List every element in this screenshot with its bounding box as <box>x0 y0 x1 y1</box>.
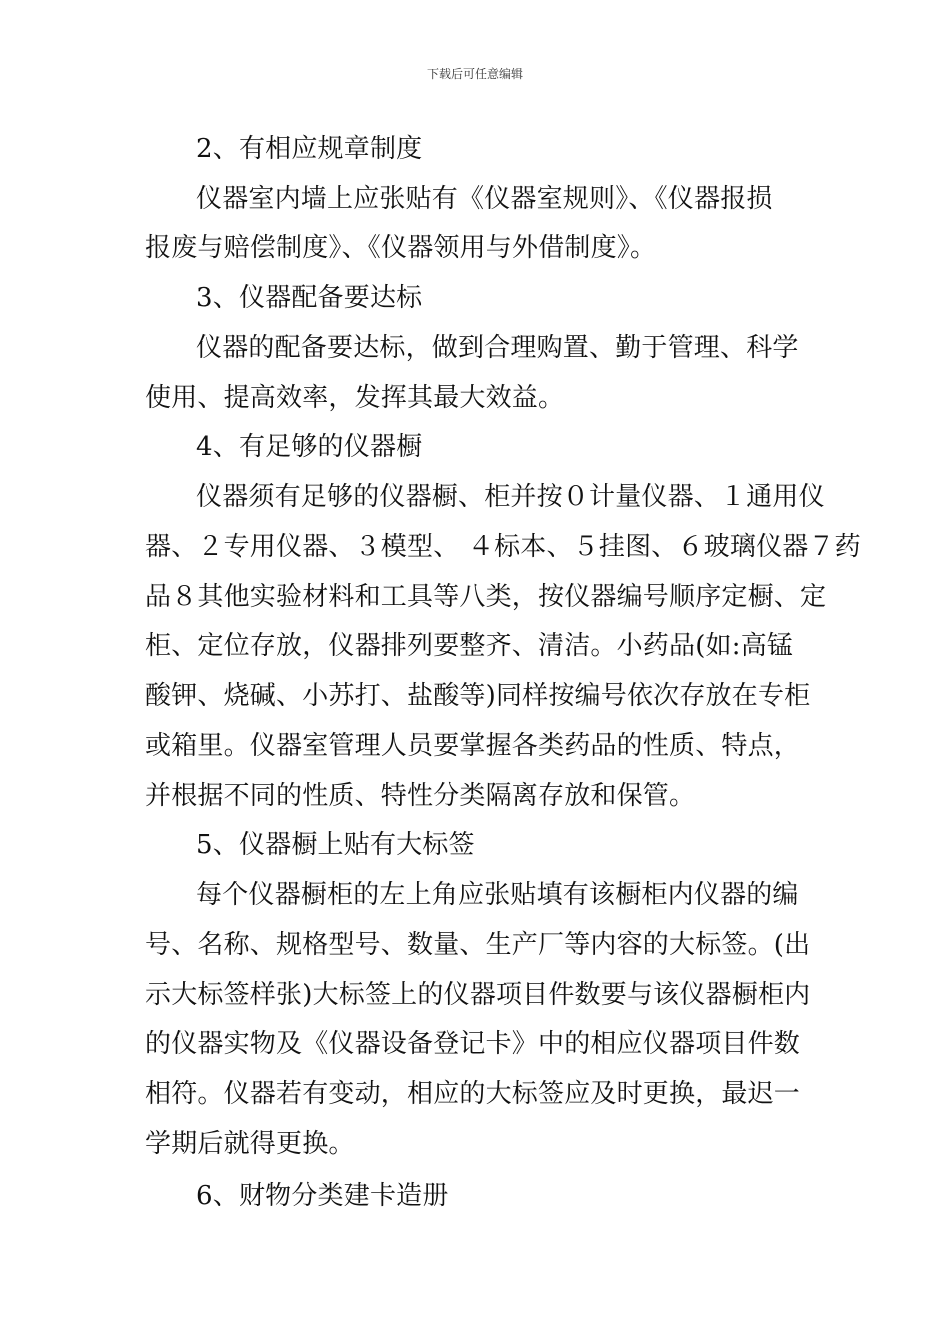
paragraph-line: 或箱里。仪器室管理人员要掌握各类药品的性质、特点， <box>145 731 801 761</box>
paragraph-line: 仪器室内墙上应张贴有《仪器室规则》、《仪器报损 <box>196 184 773 214</box>
paragraph-line: 的仪器实物及《仪器设备登记卡》中的相应仪器项目件数 <box>145 1029 801 1059</box>
paragraph-line: 每个仪器橱柜的左上角应张贴填有该橱柜内仪器的编 <box>196 880 799 910</box>
section-heading-2: 2、有相应规章制度 <box>196 134 423 164</box>
paragraph-line: 仪器的配备要达标，做到合理购置、勤于管理、科学 <box>196 333 799 363</box>
paragraph-line: 柜、定位存放，仪器排列要整齐、清洁。小药品(如:高锰 <box>145 631 794 661</box>
paragraph-line: 酸钾、烧碱、小苏打、盐酸等)同样按编号依次存放在专柜 <box>145 681 811 711</box>
paragraph-line: 并根据不同的性质、特性分类隔离存放和保管。 <box>145 781 696 811</box>
page-header-note: 下载后可任意编辑 <box>426 67 523 81</box>
section-heading-5: 5、仪器橱上贴有大标签 <box>196 830 475 860</box>
paragraph-line: 号、名称、规格型号、数量、生产厂等内容的大标签。(出 <box>145 930 811 960</box>
section-heading-3: 3、仪器配备要达标 <box>196 283 423 313</box>
paragraph-line: 品８其他实验材料和工具等八类，按仪器编号顺序定橱、定 <box>145 582 827 612</box>
paragraph-line: 仪器须有足够的仪器橱、柜并按０计量仪器、１通用仪 <box>196 482 825 512</box>
paragraph-line: 学期后就得更换。 <box>145 1129 355 1159</box>
paragraph-line: 相符。仪器若有变动，相应的大标签应及时更换，最迟一 <box>145 1079 801 1109</box>
paragraph-line: 器、２专用仪器、３模型、 ４标本、５挂图、６玻璃仪器７药 <box>145 532 861 562</box>
paragraph-line: 使用、提高效率，发挥其最大效益。 <box>145 383 565 413</box>
paragraph-line: 示大标签样张)大标签上的仪器项目件数要与该仪器橱柜内 <box>145 980 811 1010</box>
section-heading-4: 4、有足够的仪器橱 <box>196 432 423 462</box>
paragraph-line: 报废与赔偿制度》、《仪器领用与外借制度》。 <box>145 233 657 263</box>
section-heading-6: 6、财物分类建卡造册 <box>196 1181 449 1211</box>
